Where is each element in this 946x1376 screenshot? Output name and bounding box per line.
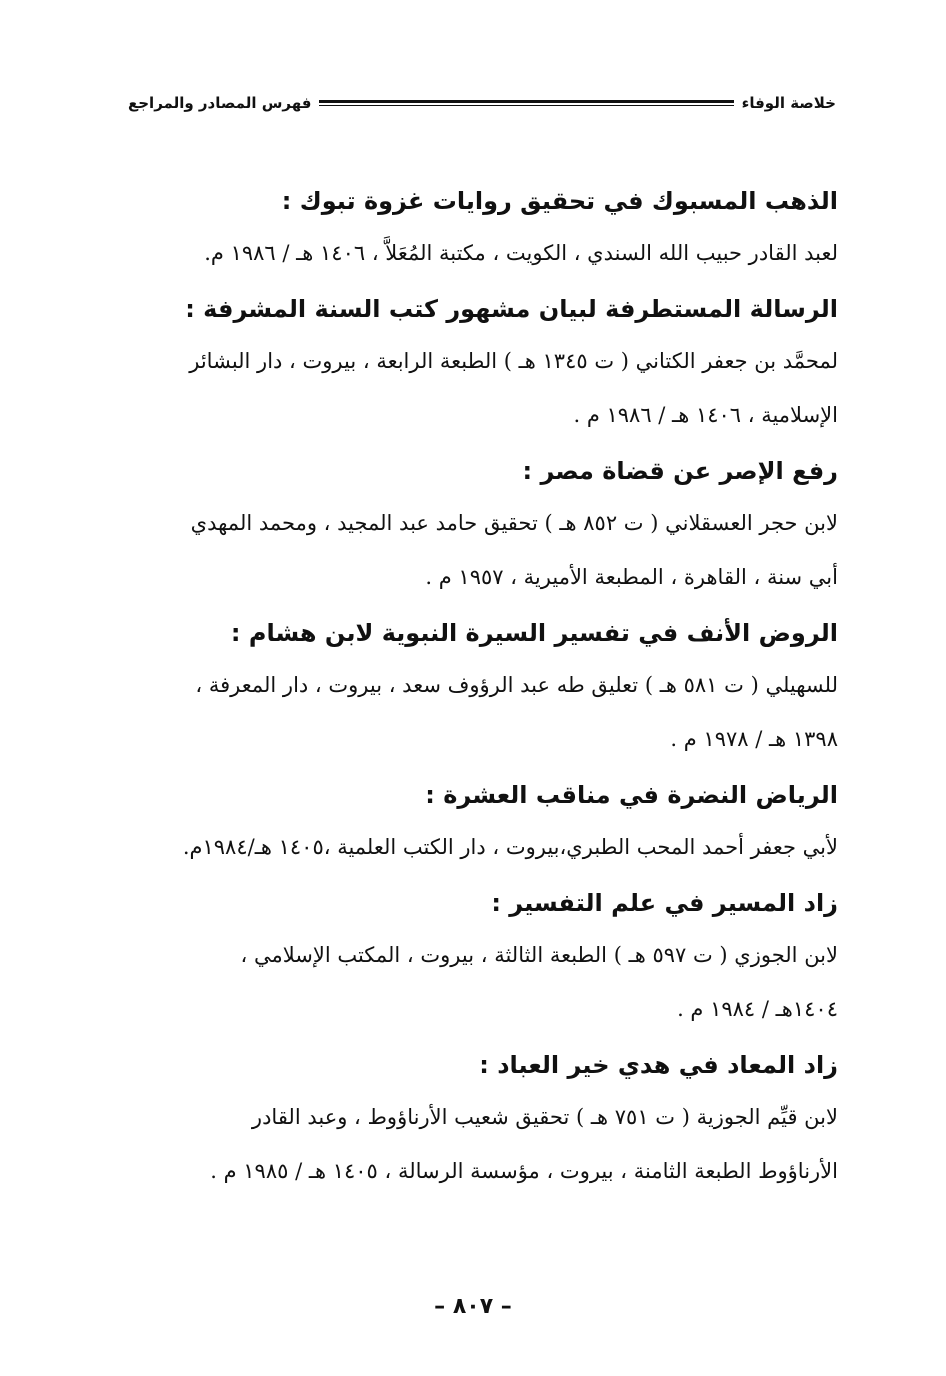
entry-line: لابن قيِّم الجوزية ( ت ٧٥١ هـ ) تحقيق شعيب الأرناؤوط ، وعبد القادر	[251, 1105, 838, 1129]
entry-line: الأرناؤوط الطبعة الثامنة ، بيروت ، مؤسسة الرسالة ، ١٤٠٥ هـ / ١٩٨٥ م .	[210, 1159, 838, 1183]
bibliography-entry	[124, 176, 838, 280]
entry-line: ١٣٩٨ هـ / ١٩٧٨ م .	[670, 727, 838, 751]
entry-line: أبي سنة ، القاهرة ، المطبعة الأميرية ، ١٩٥٧ م .	[425, 565, 838, 589]
entry-line: للسهيلي ( ت ٥٨١ هـ ) تعليق طه عبد الرؤوف سعد ، بيروت ، دار المعرفة ،	[195, 673, 838, 697]
entry-line: لأبي جعفر أحمد المحب الطبري،بيروت ، دار الكتب العلمية ،١٤٠٥ هـ/١٩٨٤م.	[182, 835, 838, 859]
entry-line: لمحمَّد بن جعفر الكتاني ( ت ١٣٤٥ هـ ) الطبعة الرابعة ، بيروت ، دار البشائر	[189, 349, 838, 373]
entry-title: الذهب المسبوك في تحقيق روايات غزوة تبوك :	[281, 187, 838, 215]
entry-body	[124, 658, 838, 766]
bibliography-entry	[124, 878, 838, 1036]
entry-body	[124, 820, 838, 874]
entry-title: الروض الأنف في تفسير السيرة النبوية لابن هشام :	[230, 619, 838, 647]
entry-line: الإسلامية ، ١٤٠٦ هـ / ١٩٨٦ م .	[573, 403, 838, 427]
bibliography-entry	[124, 284, 838, 442]
entry-title: رفع الإصر عن قضاة مصر :	[522, 457, 838, 485]
entry-line: لابن الجوزي ( ت ٥٩٧ هـ ) الطبعة الثالثة ، بيروت ، المكتب الإسلامي ،	[240, 943, 838, 967]
entry-title: الرياض النضرة في مناقب العشرة :	[425, 781, 838, 809]
entry-title: زاد المسير في علم التفسير :	[491, 889, 838, 917]
bibliography-entry	[124, 770, 838, 874]
bibliography-list	[124, 176, 838, 1202]
page-number: – ٨٠٧ –	[434, 1294, 512, 1319]
entry-title: الرسالة المستطرفة لبيان مشهور كتب السنة المشرفة :	[185, 295, 838, 323]
bibliography-entry	[124, 446, 838, 604]
entry-body	[124, 334, 838, 442]
entry-line: لعبد القادر حبيب الله السندي ، الكويت ، مكتبة المُعَلاَّ ، ١٤٠٦ هـ / ١٩٨٦ م.	[204, 241, 838, 265]
entry-body	[124, 496, 838, 604]
entry-body	[124, 1090, 838, 1198]
bibliography-entry	[124, 1040, 838, 1198]
entry-title: زاد المعاد في هدي خير العباد :	[479, 1051, 838, 1079]
bibliography-entry	[124, 608, 838, 766]
entry-body	[124, 226, 838, 280]
entry-body	[124, 928, 838, 1036]
entry-line: ١٤٠٤هـ / ١٩٨٤ م .	[677, 997, 838, 1021]
entry-line: لابن حجر العسقلاني ( ت ٨٥٢ هـ ) تحقيق حامد عبد المجيد ، ومحمد المهدي	[190, 511, 838, 535]
header-book-title: خلاصة الوفاء	[741, 94, 836, 112]
header-rule	[319, 100, 733, 106]
header-section-title: فهرس المصادر والمراجع	[128, 94, 312, 112]
running-header	[128, 88, 836, 118]
